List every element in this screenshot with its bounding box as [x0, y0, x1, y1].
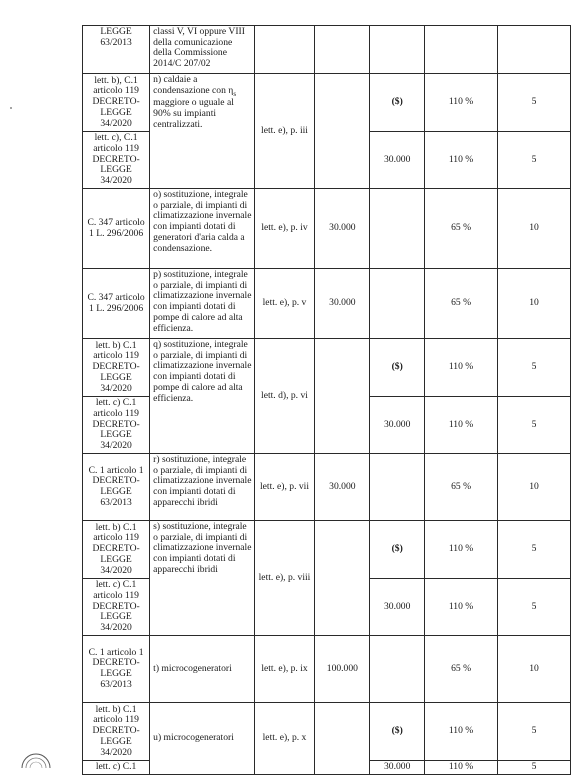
desc-cell: n) caldaie a condensazione con $\eta_s$ maggiore o uguale al 90% su impianti centralizzati. — [150, 74, 254, 189]
years-cell: 5 — [498, 703, 571, 761]
years-cell: 5 — [498, 579, 571, 636]
ref-cell: lett. c) C.1 articolo 119 DECRETO-LEGGE 34/2020 — [83, 397, 150, 454]
years-cell: 10 — [498, 454, 571, 521]
amount-cell — [370, 189, 425, 269]
desc-cell: q) sostituzione, integrale o parziale, di impianti di climatizzazione invernale con impianti dotati di pompe di calore ad alta efficienza. — [150, 339, 254, 454]
percent-cell: 65 % — [425, 636, 498, 703]
years-cell: 5 — [498, 521, 571, 579]
ref-cell: LEGGE 63/2013 — [83, 26, 150, 74]
percent-cell: 65 % — [425, 269, 498, 339]
table-row — [83, 636, 571, 703]
letter-cell: lett. e), p. x — [254, 703, 315, 775]
years-cell: 10 — [498, 269, 571, 339]
table-row — [83, 339, 571, 397]
table-row — [83, 26, 571, 74]
letter-cell: lett. e), p. vii — [254, 454, 315, 521]
desc-cell: s) sostituzione, integrale o parziale, di impianti di climatizzazione invernale con impianti dotati di apparecchi ibridi — [150, 521, 254, 636]
amount-cell — [315, 339, 370, 454]
letter-cell: lett. e), p. ix — [254, 636, 315, 703]
years-cell: 5 — [498, 74, 571, 132]
amount-cell — [370, 454, 425, 521]
percent-cell: 65 % — [425, 454, 498, 521]
amount-cell: 30.000 — [315, 269, 370, 339]
percent-cell: 65 % — [425, 189, 498, 269]
amount-cell: ($) — [370, 339, 425, 397]
amount-cell — [370, 26, 425, 74]
amount-cell: 30.000 — [315, 189, 370, 269]
amount-cell: 100.000 — [315, 636, 370, 703]
ref-cell: lett. c), C.1 articolo 119 DECRETO-LEGGE 34/2020 — [83, 132, 150, 189]
amount-cell: ($) — [370, 521, 425, 579]
years-cell: 10 — [498, 636, 571, 703]
amount-cell: 30.000 — [370, 761, 425, 775]
letter-cell: lett. e), p. v — [254, 269, 315, 339]
amount-cell: 30.000 — [370, 579, 425, 636]
percent-cell: 110 % — [425, 74, 498, 132]
deductions-table — [82, 25, 571, 775]
ref-cell: C. 1 articolo 1 DECRETO-LEGGE 63/2013 — [83, 454, 150, 521]
ref-cell: C. 347 articolo 1 L. 296/2006 — [83, 269, 150, 339]
scan-dot — [10, 107, 12, 109]
letter-cell: lett. e), p. iii — [254, 74, 315, 189]
percent-cell: 110 % — [425, 397, 498, 454]
desc-cell: classi V, VI oppure VIII della comunicazione della Commissione 2014/C 207/02 — [150, 26, 254, 74]
amount-cell — [370, 636, 425, 703]
desc-cell: u) microcogeneratori — [150, 703, 254, 775]
years-cell — [498, 26, 571, 74]
percent-cell: 110 % — [425, 132, 498, 189]
ref-cell: lett. b) C.1 articolo 119 DECRETO-LEGGE 34/2020 — [83, 703, 150, 761]
table-row — [83, 521, 571, 579]
amount-cell — [315, 26, 370, 74]
amount-cell: 30.000 — [370, 132, 425, 189]
amount-cell: ($) — [370, 74, 425, 132]
percent-cell: 110 % — [425, 339, 498, 397]
letter-cell — [254, 26, 315, 74]
table-row — [83, 454, 571, 521]
ref-cell: lett. b), C.1 articolo 119 DECRETO-LEGGE 34/2020 — [83, 74, 150, 132]
years-cell: 5 — [498, 132, 571, 189]
amount-cell — [370, 269, 425, 339]
percent-cell: 110 % — [425, 521, 498, 579]
amount-cell: 30.000 — [315, 454, 370, 521]
ref-cell: C. 1 articolo 1 DECRETO-LEGGE 63/2013 — [83, 636, 150, 703]
table-row — [83, 74, 571, 132]
table-row — [83, 703, 571, 761]
amount-cell: 30.000 — [370, 397, 425, 454]
desc-cell: o) sostituzione, integrale o parziale, di impianti di climatizzazione invernale con impianti dotati di generatori d'aria calda a condensazione. — [150, 189, 254, 269]
table-row — [83, 269, 571, 339]
percent-cell: 110 % — [425, 579, 498, 636]
percent-cell — [425, 26, 498, 74]
percent-cell: 110 % — [425, 703, 498, 761]
amount-cell: ($) — [370, 703, 425, 761]
years-cell: 10 — [498, 189, 571, 269]
ref-cell: lett. c) C.1 articolo 119 DECRETO-LEGGE 34/2020 — [83, 579, 150, 636]
desc-cell: t) microcogeneratori — [150, 636, 254, 703]
amount-cell — [315, 703, 370, 775]
years-cell: 5 — [498, 761, 571, 775]
amount-cell — [315, 74, 370, 189]
percent-cell: 110 % — [425, 761, 498, 775]
ref-cell: lett. b) C.1 articolo 119 DECRETO-LEGGE 34/2020 — [83, 339, 150, 397]
letter-cell: lett. e), p. viii — [254, 521, 315, 636]
letter-cell: lett. d), p. vi — [254, 339, 315, 454]
ref-cell: C. 347 articolo 1 L. 296/2006 — [83, 189, 150, 269]
years-cell: 5 — [498, 397, 571, 454]
table-row — [83, 189, 571, 269]
amount-cell — [315, 521, 370, 636]
desc-cell: p) sostituzione, integrale o parziale, di impianti di climatizzazione invernale con impianti dotati di pompe di calore ad alta efficienza. — [150, 269, 254, 339]
stamp-seal — [20, 752, 52, 768]
letter-cell: lett. e), p. iv — [254, 189, 315, 269]
ref-cell: lett. c) C.1 — [83, 761, 150, 775]
years-cell: 5 — [498, 339, 571, 397]
ref-cell: lett. b) C.1 articolo 119 DECRETO-LEGGE 34/2020 — [83, 521, 150, 579]
desc-cell: r) sostituzione, integrale o parziale, di impianti di climatizzazione invernale con impianti dotati di apparecchi ibridi — [150, 454, 254, 521]
